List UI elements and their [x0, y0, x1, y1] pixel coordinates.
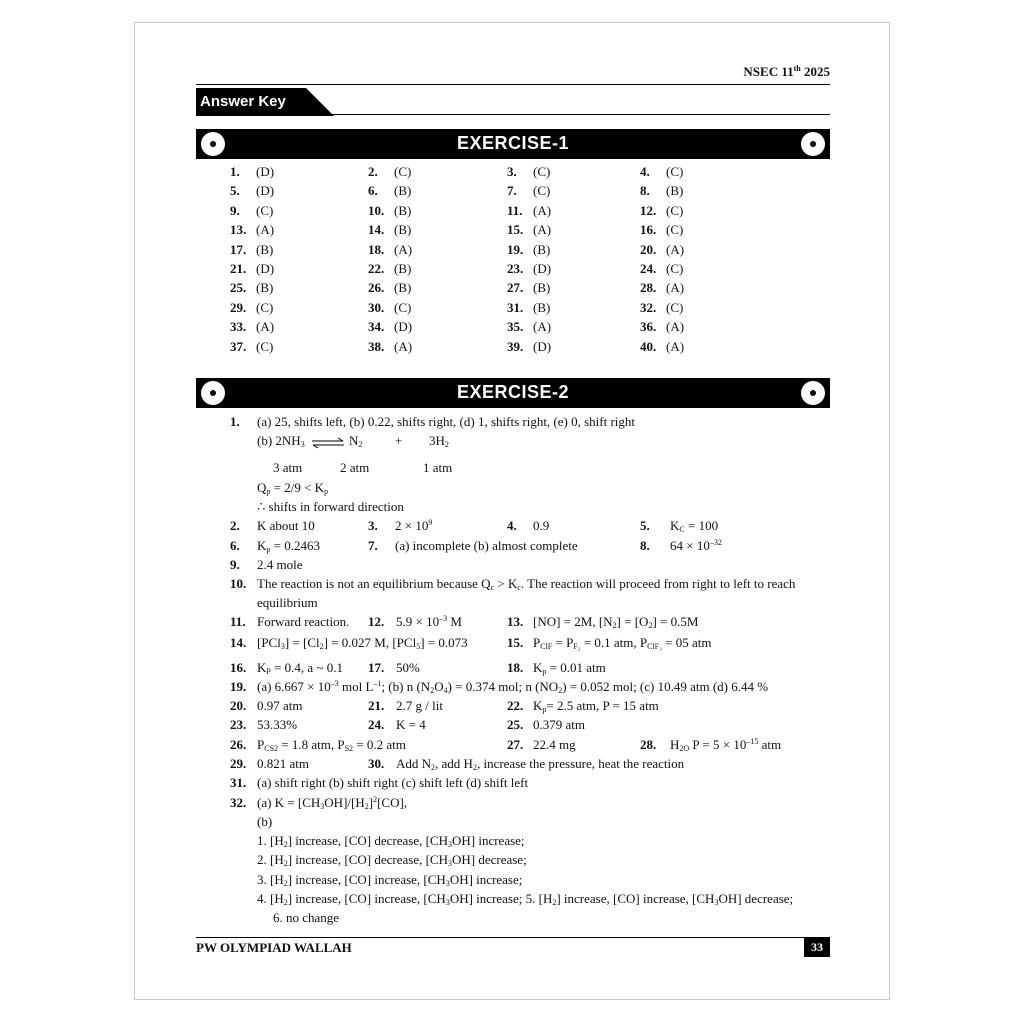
answer-option: (D)	[256, 183, 275, 199]
answer-cell	[368, 280, 411, 296]
answer-number: 22.	[368, 261, 385, 276]
answer-number: 30.	[368, 299, 385, 315]
answer-number: 4.	[640, 164, 650, 179]
answer-cell	[230, 164, 274, 180]
answer-number: 8.	[640, 183, 650, 199]
answer-number: 15.	[507, 222, 524, 238]
footer-brand: PW OLYMPIAD WALLAH	[196, 940, 352, 955]
answer-cell	[640, 242, 684, 258]
answer-text: [NO] = 2M, $[N_2] = [O_2] = 0.5M$	[533, 614, 699, 630]
answer-option: (B)	[533, 241, 551, 257]
answer-number: 7.	[507, 183, 517, 199]
answer-text: (a) $K = [CH_3OH]/[H_2]^2[CO]$,	[257, 795, 408, 811]
answer-row	[230, 164, 790, 183]
answer-row	[230, 300, 790, 319]
answer-number: 18.	[507, 660, 524, 675]
answer-key-rule	[316, 114, 830, 115]
answer-number: 35.	[507, 319, 524, 335]
answer-cell	[640, 280, 684, 296]
answer-option: (A)	[533, 222, 552, 238]
answer-cell	[640, 183, 683, 199]
answer-number: 2.	[368, 164, 378, 179]
answer-text: $64 \times 10^{-32}$	[670, 538, 722, 553]
answer-number: 15.	[507, 635, 524, 650]
answer-cell	[368, 261, 411, 277]
answer-cell	[507, 300, 550, 316]
answer-number: 14.	[230, 635, 247, 650]
answer-number: 13.	[507, 614, 524, 629]
answer-cell	[507, 261, 551, 277]
reaction-product-h2: $3H_2$	[429, 433, 449, 449]
answer-cell	[368, 319, 412, 335]
answer-number: 32.	[230, 795, 247, 810]
answer-row	[230, 339, 790, 358]
header-rule	[196, 84, 830, 85]
answer-cell	[640, 261, 683, 277]
answer-text: 2.4 mole	[257, 557, 303, 572]
answer-number: 26.	[230, 737, 247, 752]
answer-number: 28.	[640, 280, 657, 296]
answer-cell	[230, 222, 274, 238]
answer-cell	[230, 300, 273, 316]
answer-text: 2.7 g / lit	[396, 698, 443, 713]
answer-text: 22.4 mg	[533, 737, 576, 752]
answer-number: 34.	[368, 319, 385, 335]
answer-number: 31.	[230, 775, 247, 790]
answer-text: The reaction is not an equilibrium because $Q_c > K_c$. The reaction will proceed from right to left to reach	[257, 576, 796, 592]
answer-row	[230, 183, 790, 202]
answer-cell	[640, 222, 683, 238]
bullet-disc-icon	[801, 132, 825, 156]
answer-text: $K_C = 100$	[670, 518, 719, 534]
answer-number: 23.	[230, 717, 247, 732]
answer-text: 0.379 atm	[533, 717, 585, 732]
answer-number: 32.	[640, 299, 657, 315]
answer-option: (B)	[394, 183, 412, 199]
answer-number: 18.	[368, 241, 385, 257]
answer-option: (C)	[666, 261, 684, 276]
page-header-title: NSEC 11th 2025	[743, 64, 830, 79]
answer-number: 10.	[368, 202, 385, 218]
answer-option: (A)	[256, 319, 275, 335]
answer-cell	[640, 203, 683, 219]
answer-option: (A)	[256, 222, 275, 238]
answer-text: $K_p = 0.01$ atm	[533, 660, 606, 676]
answer-text: Add $N_2$, add $H_2$, increase the pressure, heat the reaction	[396, 756, 685, 772]
answer-row	[230, 280, 790, 299]
answer-number: 7.	[368, 538, 378, 553]
answer-number: 14.	[368, 222, 385, 238]
answer-cell	[368, 300, 411, 316]
answer-number: 6.	[230, 538, 240, 553]
answer-option: (B)	[533, 280, 551, 296]
answer-number: 31.	[507, 299, 524, 315]
answer-cell	[507, 222, 551, 238]
answer-cell	[507, 319, 551, 335]
answer-text: (b)	[257, 814, 273, 829]
answer-option: (A)	[533, 319, 552, 335]
answer-cell	[230, 319, 274, 335]
answer-option: (A)	[666, 338, 685, 354]
answer-option: (C)	[666, 299, 684, 315]
answer-option: (A)	[394, 241, 413, 257]
answer-option: (D)	[394, 319, 413, 335]
answer-option: (D)	[533, 338, 552, 354]
answer-number: 16.	[230, 660, 247, 675]
answer-text: $H_{2O}$ $P = 5 \times 10^{-15}$ atm	[670, 737, 782, 753]
answer-text: 53.33%	[257, 717, 298, 732]
answer-option: (C)	[666, 202, 684, 218]
answer-number: 20.	[640, 241, 657, 257]
pressure-value: 1 atm	[423, 460, 453, 475]
answer-option: (C)	[394, 164, 412, 179]
answer-cell	[368, 164, 411, 180]
answer-number: 39.	[507, 338, 524, 354]
answer-text: $K_P = 0.4$, a ~ 0.1	[257, 660, 343, 676]
answer-number: 33.	[230, 319, 247, 335]
answer-text: 3. $[H_2]$ increase, [CO] increase, $[CH_3OH]$ increase;	[257, 872, 523, 888]
exercise-1-title: EXERCISE-1	[456, 133, 570, 153]
answer-option: (C)	[256, 299, 274, 315]
answer-option: (A)	[394, 338, 413, 354]
answer-option: (B)	[394, 202, 412, 218]
answer-text: 0.821 atm	[257, 756, 309, 771]
answer-option: (A)	[533, 202, 552, 218]
answer-text: $P_{ClF} = P_{F_2} = 0.1$ atm, $P_{ClF_3} = 05$ atm	[533, 635, 712, 651]
answer-number: 11.	[230, 614, 246, 629]
answer-cell	[507, 242, 550, 258]
answer-number: 3.	[368, 518, 378, 533]
answer-number: 36.	[640, 319, 657, 335]
answer-number: 24.	[640, 261, 657, 276]
answer-cell	[640, 339, 684, 355]
answer-option: (B)	[394, 261, 412, 276]
answer-number: 24.	[368, 717, 385, 732]
answer-row	[230, 203, 790, 222]
answer-number: 17.	[230, 241, 247, 257]
answer-cell	[230, 242, 273, 258]
answer-number: 21.	[368, 698, 385, 713]
answer-number: 1.	[230, 414, 240, 429]
reaction-plus: +	[395, 433, 403, 448]
answer-number: 12.	[640, 202, 657, 218]
exercise-2-title: EXERCISE-2	[456, 382, 570, 402]
answer-number: 22.	[507, 698, 524, 713]
answer-key-label: Answer Key	[200, 93, 286, 110]
answer-number: 11.	[507, 202, 523, 218]
answer-number: 27.	[507, 280, 524, 296]
reaction-equation: (b) $2NH_3$	[257, 433, 305, 449]
answer-option: (B)	[256, 241, 274, 257]
answer-number: 20.	[230, 698, 247, 713]
answer-option: (C)	[394, 299, 412, 315]
answer-option: (D)	[256, 164, 275, 179]
answer-option: (A)	[666, 280, 685, 296]
exercise-2-banner	[196, 378, 830, 408]
answer-text: $5.9 \times 10^{-3}$ M	[396, 614, 462, 629]
answer-text: $2 \times 10^9$	[395, 518, 433, 533]
answer-text: $K_p= 2.5$ atm, P = 15 atm	[533, 698, 659, 714]
answer-text: K about 10	[257, 518, 315, 533]
answer-number: 29.	[230, 299, 247, 315]
answer-cell	[640, 300, 683, 316]
reaction-product-n2: $N_2$	[349, 433, 363, 449]
answer-number: 19.	[507, 241, 524, 257]
answer-number: 13.	[230, 222, 247, 238]
answer-text: 1. $[H_2]$ increase, [CO] decrease, $[CH_3OH]$ increase;	[257, 833, 525, 849]
answer-text: $P_{CS2} = 1.8$ atm, $P_{S2} = 0.2$ atm	[257, 737, 406, 753]
answer-cell	[230, 261, 274, 277]
answer-cell	[640, 164, 683, 180]
answer-option: (B)	[256, 280, 274, 296]
equilibrium-arrows-icon	[311, 437, 345, 449]
answer-number: 17.	[368, 660, 385, 675]
answer-row	[230, 242, 790, 261]
answer-number: 5.	[230, 183, 240, 199]
exercise-1-banner	[196, 129, 830, 159]
answer-number: 28.	[640, 737, 657, 752]
answer-text: ∴ shifts in forward direction	[257, 499, 404, 514]
answer-text: 50%	[396, 660, 420, 675]
answer-number: 27.	[507, 737, 524, 752]
answer-cell	[368, 339, 412, 355]
answer-option: (A)	[666, 241, 685, 257]
answer-cell	[507, 183, 550, 199]
answer-text: (a) shift right (b) shift right (c) shift left (d) shift left	[257, 775, 529, 790]
bullet-disc-icon	[801, 381, 825, 405]
answer-number: 9.	[230, 557, 240, 572]
answer-cell	[507, 339, 551, 355]
answer-text: 0.97 atm	[257, 698, 303, 713]
answer-text: $Q_p = 2/9 < K_p$	[257, 480, 329, 496]
answer-number: 38.	[368, 338, 385, 354]
answer-option: (C)	[533, 183, 551, 199]
answer-key-tab	[196, 88, 830, 116]
answer-text: (a) 25, shifts left, (b) 0.22, shifts right, (d) 1, shifts right, (e) 0, shift right	[257, 414, 636, 429]
answer-text: equilibrium	[257, 595, 318, 610]
answer-number: 37.	[230, 338, 247, 354]
answer-number: 10.	[230, 576, 247, 591]
answer-row	[230, 222, 790, 241]
answer-text: 2. $[H_2]$ increase, [CO] decrease, $[CH_3OH]$ decrease;	[257, 852, 527, 868]
answer-number: 25.	[230, 280, 247, 296]
answer-text: K = 4	[396, 717, 426, 732]
pressure-value: 2 atm	[340, 460, 370, 475]
answer-number: 8.	[640, 538, 650, 553]
answer-number: 30.	[368, 756, 385, 771]
answer-option: (B)	[533, 299, 551, 315]
footer-rule	[196, 937, 830, 938]
answer-text: 6. no change	[273, 910, 340, 925]
answer-option: (C)	[666, 222, 684, 238]
answer-option: (C)	[256, 202, 274, 218]
answer-option: (D)	[533, 261, 552, 276]
pressure-value: 3 atm	[273, 460, 303, 475]
answer-option: (A)	[666, 319, 685, 335]
answer-number: 16.	[640, 222, 657, 238]
answer-number: 5.	[640, 518, 650, 533]
answer-cell	[230, 203, 273, 219]
answer-option: (C)	[256, 338, 274, 354]
answer-text: Forward reaction.	[257, 614, 350, 629]
answer-text: 0.9	[533, 518, 550, 533]
answer-number: 12.	[368, 614, 385, 629]
answer-number: 3.	[507, 164, 517, 179]
answer-number: 25.	[507, 717, 524, 732]
answer-number: 6.	[368, 183, 378, 199]
answer-number: 4.	[507, 518, 517, 533]
answer-option: (C)	[666, 164, 684, 179]
answer-text: (a) incomplete (b) almost complete	[395, 538, 578, 553]
answer-number: 26.	[368, 280, 385, 296]
answer-text: 4. $[H_2]$ increase, [CO] increase, $[CH_3OH]$ increase; 5. $[H_2]$ increase, [CO] increase, $[CH_3OH]$ decrease;	[257, 891, 794, 907]
answer-number: 2.	[230, 518, 240, 533]
answer-cell	[368, 222, 411, 238]
answer-cell	[368, 203, 411, 219]
answer-text: $[PCl_3] = [Cl_2] = 0.027$ M, [PCl$_5$] = 0.073	[257, 635, 468, 651]
answer-number: 23.	[507, 261, 524, 276]
answer-number: 29.	[230, 756, 247, 771]
answer-cell	[640, 319, 684, 335]
answer-text: $K_p = 0.2463$	[257, 538, 320, 554]
answer-row	[230, 319, 790, 338]
answer-option: (D)	[256, 261, 275, 276]
answer-option: (B)	[666, 183, 684, 199]
answer-cell	[230, 339, 273, 355]
answer-option: (C)	[533, 164, 551, 179]
answer-number: 21.	[230, 261, 247, 276]
answer-cell	[507, 164, 550, 180]
answer-option: (B)	[394, 280, 412, 296]
answer-cell	[507, 280, 550, 296]
answer-number: 1.	[230, 164, 240, 179]
answer-row	[230, 261, 790, 280]
answer-number: 19.	[230, 679, 247, 694]
page-number: 33	[804, 938, 830, 957]
answer-option: (B)	[394, 222, 412, 238]
answer-cell	[368, 242, 412, 258]
answer-number: 40.	[640, 338, 657, 354]
answer-number: 9.	[230, 202, 240, 218]
answer-cell	[368, 183, 411, 199]
answer-cell	[507, 203, 551, 219]
answer-cell	[230, 280, 273, 296]
answer-cell	[230, 183, 274, 199]
answer-text: (a) $6.667 \times 10^{-3}$ mol $L^{-1}$; (b) n $(N_2O_4) = 0.374$ mol; n $(NO_2) = 0.052$ mol; (c) 10.49 atm (d) 6.44 %	[257, 679, 769, 695]
